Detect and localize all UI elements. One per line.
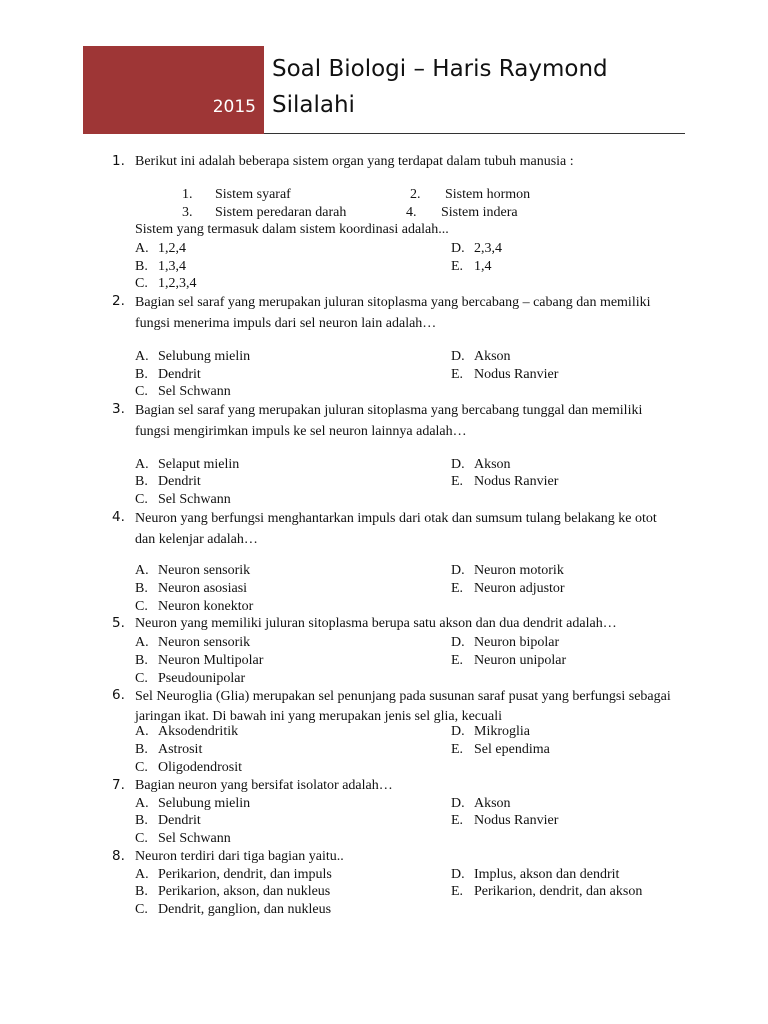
question-text: Berikut ini adalah beberapa sistem organ yang terdapat dalam tubuh manusia : bbox=[135, 154, 574, 169]
option-letter: E. bbox=[451, 367, 464, 382]
question-prompt: Sistem yang termasuk dalam sistem koordinasi adalah... bbox=[135, 222, 449, 237]
option-text: 1,2,3,4 bbox=[158, 276, 197, 291]
option-text: Pseudounipolar bbox=[158, 671, 246, 686]
option-letter: D. bbox=[451, 349, 465, 364]
option-letter: D. bbox=[451, 635, 465, 650]
option-text: Perikarion, akson, dan nukleus bbox=[158, 884, 331, 899]
option-text: Perikarion, dendrit, dan akson bbox=[474, 884, 643, 899]
question-number: 5. bbox=[112, 615, 125, 631]
question-number: 2. bbox=[112, 293, 125, 309]
option-letter: A. bbox=[135, 635, 149, 650]
option-letter: A. bbox=[135, 563, 149, 578]
question-text: Bagian sel saraf yang merupakan juluran sitoplasma yang bercabang tunggal dan memiliki fungsi mengirimkan impuls ke sel neuron lainnya adalah… bbox=[135, 403, 643, 439]
option-letter: C. bbox=[135, 492, 148, 507]
option-letter: D. bbox=[451, 563, 465, 578]
option-text: Sel ependima bbox=[474, 742, 550, 757]
option-text: Neuron konektor bbox=[158, 599, 254, 614]
option-text: 2,3,4 bbox=[474, 241, 502, 256]
option-letter: A. bbox=[135, 867, 149, 882]
question-text: Bagian neuron yang bersifat isolator adalah… bbox=[135, 778, 393, 793]
option-letter: C. bbox=[135, 902, 148, 917]
option-text: Selaput mielin bbox=[158, 457, 240, 472]
question-number: 8. bbox=[112, 848, 125, 864]
option-text: Nodus Ranvier bbox=[474, 813, 559, 828]
list-item-text: Sistem peredaran darah bbox=[215, 205, 347, 220]
option-letter: C. bbox=[135, 831, 148, 846]
question-text: Bagian sel saraf yang merupakan juluran sitoplasma yang bercabang – cabang dan memiliki fungsi menerima impuls dari sel neuron lain adalah… bbox=[135, 295, 651, 331]
option-text: Selubung mielin bbox=[158, 349, 251, 364]
list-item-text: Sistem indera bbox=[441, 205, 518, 220]
option-text: Perikarion, dendrit, dan impuls bbox=[158, 867, 332, 882]
question-text: Sel Neuroglia (Glia) merupakan sel penunjang pada susunan saraf pusat yang berfungsi sebagai jaringan ikat. Di bawah ini yang merupakan jenis sel glia, kecuali bbox=[135, 689, 671, 724]
option-letter: C. bbox=[135, 384, 148, 399]
option-letter: E. bbox=[451, 474, 464, 489]
option-text: Neuron unipolar bbox=[474, 653, 567, 668]
option-letter: D. bbox=[451, 457, 465, 472]
header-year: 2015 bbox=[212, 97, 256, 117]
option-text: Astrosit bbox=[158, 742, 203, 757]
list-item-number: 4. bbox=[406, 205, 417, 220]
list-item-number: 1. bbox=[182, 187, 193, 202]
list-item-number: 2. bbox=[410, 187, 421, 202]
option-letter: C. bbox=[135, 599, 148, 614]
option-text: Aksodendritik bbox=[158, 724, 239, 739]
option-letter: A. bbox=[135, 457, 149, 472]
question-number: 6. bbox=[112, 687, 125, 703]
option-text: Nodus Ranvier bbox=[474, 367, 559, 382]
option-letter: A. bbox=[135, 796, 149, 811]
option-letter: A. bbox=[135, 724, 149, 739]
option-letter: B. bbox=[135, 653, 148, 668]
question-number: 7. bbox=[112, 777, 125, 793]
option-letter: A. bbox=[135, 241, 149, 256]
option-text: Neuron bipolar bbox=[474, 635, 560, 650]
option-letter: B. bbox=[135, 884, 148, 899]
option-letter: C. bbox=[135, 276, 148, 291]
option-text: Dendrit bbox=[158, 813, 201, 828]
option-letter: E. bbox=[451, 813, 464, 828]
list-item-number: 3. bbox=[182, 205, 193, 220]
option-text: Selubung mielin bbox=[158, 796, 251, 811]
option-letter: E. bbox=[451, 884, 464, 899]
list-item-text: Sistem syaraf bbox=[215, 187, 291, 202]
option-text: Neuron adjustor bbox=[474, 581, 565, 596]
option-text: Dendrit bbox=[158, 367, 201, 382]
question-text: Neuron yang berfungsi menghantarkan impuls dari otak dan sumsum tulang belakang ke otot dan kelenjar adalah… bbox=[135, 511, 657, 547]
page-title-line-2: Silalahi bbox=[272, 92, 355, 118]
option-letter: D. bbox=[451, 867, 465, 882]
option-text: Sel Schwann bbox=[158, 384, 231, 399]
option-text: Dendrit, ganglion, dan nukleus bbox=[158, 902, 332, 917]
option-letter: C. bbox=[135, 671, 148, 686]
option-text: Sel Schwann bbox=[158, 831, 231, 846]
option-text: Neuron asosiasi bbox=[158, 581, 248, 596]
list-item-text: Sistem hormon bbox=[445, 187, 531, 202]
option-text: Neuron motorik bbox=[474, 563, 564, 578]
option-text: Akson bbox=[474, 457, 511, 472]
option-text: Nodus Ranvier bbox=[474, 474, 559, 489]
option-text: Akson bbox=[474, 796, 511, 811]
option-letter: B. bbox=[135, 742, 148, 757]
question-number: 4. bbox=[112, 509, 125, 525]
question-text: Neuron terdiri dari tiga bagian yaitu.. bbox=[135, 849, 344, 864]
option-letter: A. bbox=[135, 349, 149, 364]
option-letter: B. bbox=[135, 259, 148, 274]
option-letter: E. bbox=[451, 742, 464, 757]
option-letter: B. bbox=[135, 813, 148, 828]
option-letter: D. bbox=[451, 724, 465, 739]
option-text: 1,2,4 bbox=[158, 241, 186, 256]
option-text: 1,4 bbox=[474, 259, 492, 274]
question-text: Neuron yang memiliki juluran sitoplasma berupa satu akson dan dua dendrit adalah… bbox=[135, 616, 617, 631]
option-text: Sel Schwann bbox=[158, 492, 231, 507]
question-number: 3. bbox=[112, 401, 125, 417]
option-text: Neuron Multipolar bbox=[158, 653, 264, 668]
option-letter: D. bbox=[451, 796, 465, 811]
option-letter: C. bbox=[135, 760, 148, 775]
option-text: 1,3,4 bbox=[158, 259, 186, 274]
page-title-line-1: Soal Biologi – Haris Raymond bbox=[272, 56, 608, 82]
question-number: 1. bbox=[112, 153, 125, 169]
option-text: Mikroglia bbox=[474, 724, 530, 739]
option-letter: B. bbox=[135, 474, 148, 489]
option-letter: E. bbox=[451, 581, 464, 596]
option-letter: B. bbox=[135, 367, 148, 382]
option-text: Implus, akson dan dendrit bbox=[474, 867, 620, 882]
option-text: Akson bbox=[474, 349, 511, 364]
option-text: Neuron sensorik bbox=[158, 563, 251, 578]
option-letter: B. bbox=[135, 581, 148, 596]
option-letter: E. bbox=[451, 653, 464, 668]
option-text: Neuron sensorik bbox=[158, 635, 251, 650]
option-letter: E. bbox=[451, 259, 464, 274]
option-letter: D. bbox=[451, 241, 465, 256]
option-text: Dendrit bbox=[158, 474, 201, 489]
option-text: Oligodendrosit bbox=[158, 760, 242, 775]
